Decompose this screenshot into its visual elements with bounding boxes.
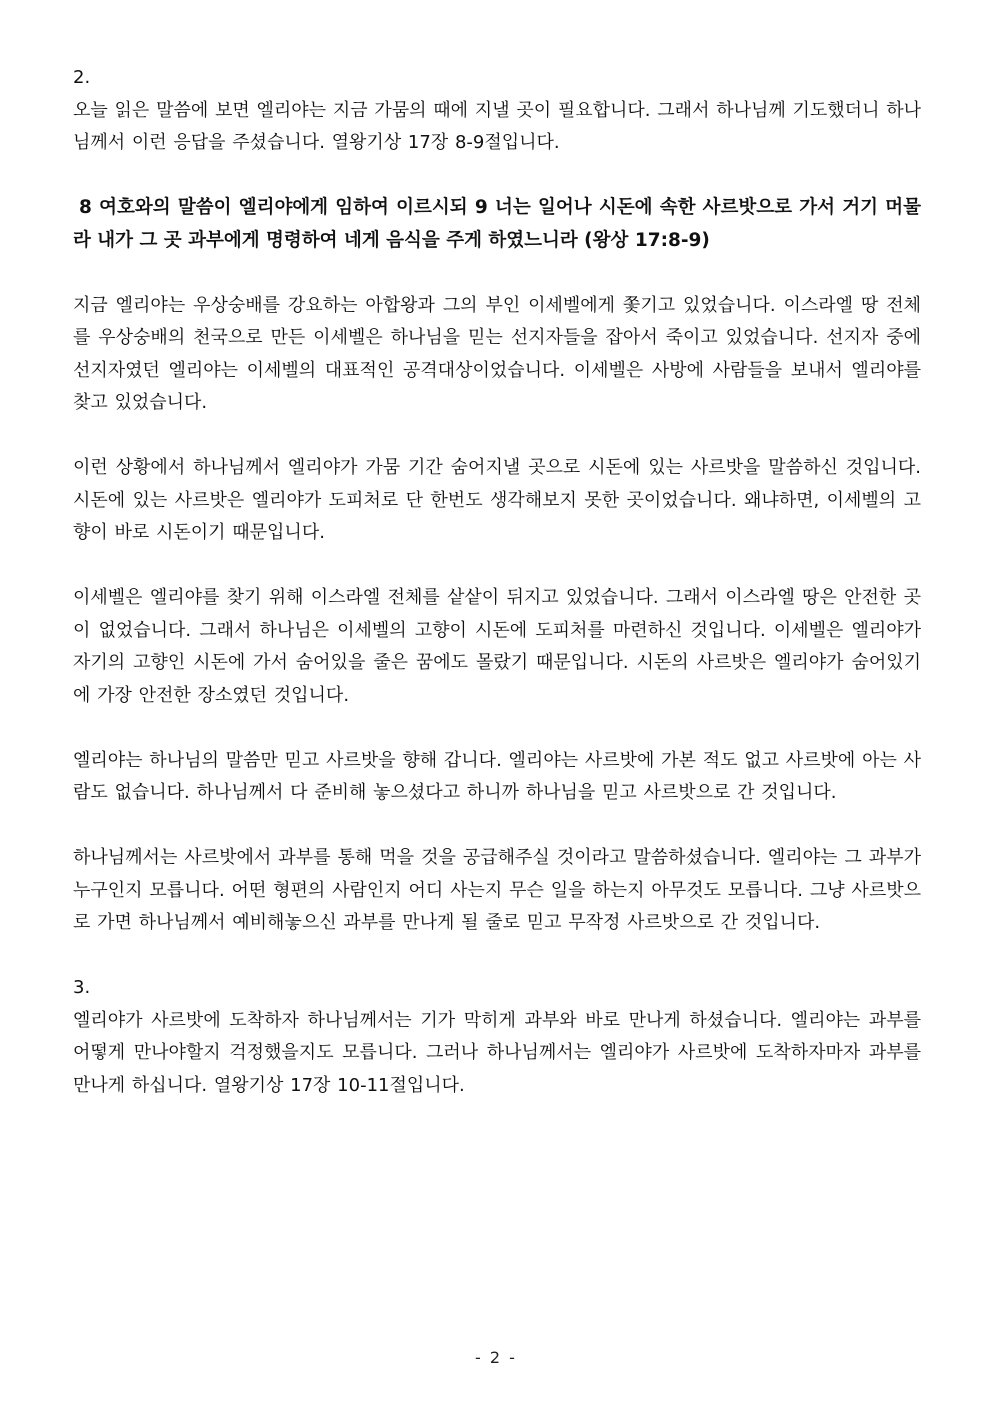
paragraph-gap bbox=[73, 420, 921, 453]
document-body bbox=[73, 62, 921, 1102]
paragraph: 이세벨은 엘리야를 찾기 위해 이스라엘 전체를 샅샅이 뒤지고 있었습니다. 그래서 이스라엘 땅은 안전한 곳이 없었습니다. 그래서 하나님은 이세벨의 고향이 시돈에 도피처를 마련하신 것입니다. 이세벨은 엘리야가 자기의 고향인 시돈에 가서 숨어있을 줄은 꿈에도 몰랐기 때문입니다. 시돈의 사르밧은 엘리야가 숨어있기에 가장 안전한 장소였던 것입니다. bbox=[73, 587, 921, 706]
paragraph: 하나님께서는 사르밧에서 과부를 통해 먹을 것을 공급해주실 것이라고 말씀하셨습니다. 엘리야는 그 과부가 누구인지 모릅니다. 어떤 형편의 사람인지 어디 사는지 무슨 일을 하는지 아무것도 모릅니다. 그냥 사르밧으로 가면 하나님께서 예비해놓으신 과부를 만나게 될 줄로 믿고 무작정 사르밧으로 간 것입니다. bbox=[73, 847, 921, 933]
section-number-2: 2. bbox=[73, 67, 91, 88]
paragraph-gap bbox=[73, 550, 921, 583]
paragraph: 엘리야는 하나님의 말씀만 믿고 사르밧을 향해 갑니다. 엘리야는 사르밧에 가본 적도 없고 사르밧에 아는 사람도 없습니다. 하나님께서 다 준비해 놓으셨다고 하니까 하나님을 믿고 사르밧으로 간 것입니다. bbox=[73, 749, 921, 803]
scripture-quote: 8 여호와의 말씀이 엘리야에게 임하여 이르시되 9 너는 일어나 시돈에 속한 사르밧으로 가서 거기 머물라 내가 그 곳 과부에게 명령하여 네게 음식을 주게 하였느니라 (왕상 17:8-9) bbox=[73, 197, 921, 251]
paragraph-gap bbox=[73, 712, 921, 745]
section-number-3: 3. bbox=[73, 977, 91, 998]
paragraph: 엘리야가 사르밧에 도착하자 하나님께서는 기가 막히게 과부와 바로 만나게 하셨습니다. 엘리야는 과부를 어떻게 만나야할지 걱정했을지도 모릅니다. 그러나 하나님께서는 엘리야가 사르밧에 도착하자마자 과부를 만나게 하십니다. 열왕기상 17장 10-11절입니다. bbox=[73, 1009, 921, 1096]
paragraph: 이런 상황에서 하나님께서 엘리야가 가뭄 기간 숨어지낼 곳으로 시돈에 있는 사르밧을 말씀하신 것입니다. 시돈에 있는 사르밧은 엘리야가 도피처로 단 한번도 생각해보지 못한 곳이었습니다. 왜냐하면, 이세벨의 고향이 바로 시돈이기 때문입니다. bbox=[73, 457, 921, 543]
paragraph-gap bbox=[73, 810, 921, 843]
paragraph-gap bbox=[73, 160, 921, 193]
paragraph-gap bbox=[73, 940, 921, 973]
paragraph: 오늘 읽은 말씀에 보면 엘리야는 지금 가뭄의 때에 지낼 곳이 필요합니다. 그래서 하나님께 기도했더니 하나님께서 이런 응답을 주셨습니다. 열왕기상 17장 8-9절입니다. bbox=[73, 99, 921, 153]
page-number: - 2 - bbox=[475, 1348, 517, 1367]
paragraph: 지금 엘리야는 우상숭배를 강요하는 아합왕과 그의 부인 이세벨에게 쫓기고 있었습니다. 이스라엘 땅 전체를 우상숭배의 천국으로 만든 이세벨은 하나님을 믿는 선지자들을 잡아서 죽이고 있었습니다. 선지자 중에 선지자였던 엘리야는 이세벨의 대표적인 공격대상이었습니다. 이세벨은 사방에 사람들을 보내서 엘리야를 찾고 있었습니다. bbox=[73, 294, 921, 413]
paragraph-gap bbox=[73, 257, 921, 290]
